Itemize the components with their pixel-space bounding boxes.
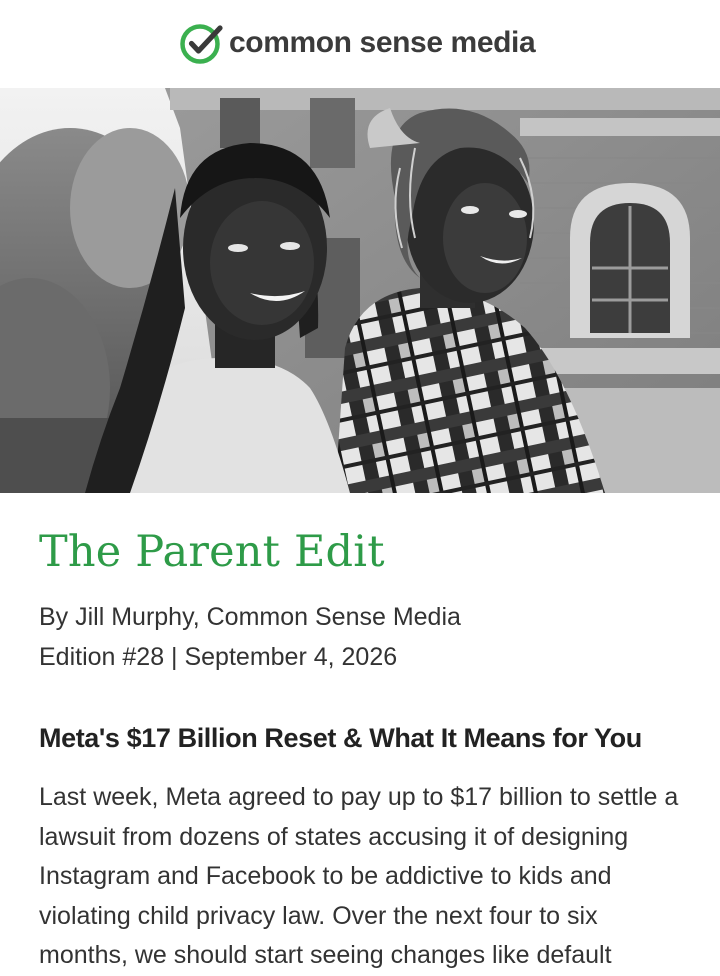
- checkmark-circle-icon: [179, 21, 223, 65]
- article-body: Last week, Meta agreed to pay up to $17 billion to settle a lawsuit from dozens of states accusing it of designing Instagram and Facebook to be addictive to kids and violating child privacy law. Over the next four to six months, we should start seeing changes like default: [39, 783, 679, 969]
- byline: By Jill Murphy, Common Sense Media: [39, 603, 461, 631]
- newsletter-title: The Parent Edit: [39, 527, 385, 577]
- hero-image: [0, 88, 720, 493]
- site-header: [0, 0, 720, 88]
- brand-logo[interactable]: [179, 20, 535, 66]
- brand-name: common sense media: [229, 26, 536, 59]
- edition-date: Edition #28 | September 4, 2026: [39, 643, 398, 671]
- article-heading: Meta's $17 Billion Reset & What It Means for You: [39, 723, 642, 753]
- hero-photo: [0, 88, 720, 493]
